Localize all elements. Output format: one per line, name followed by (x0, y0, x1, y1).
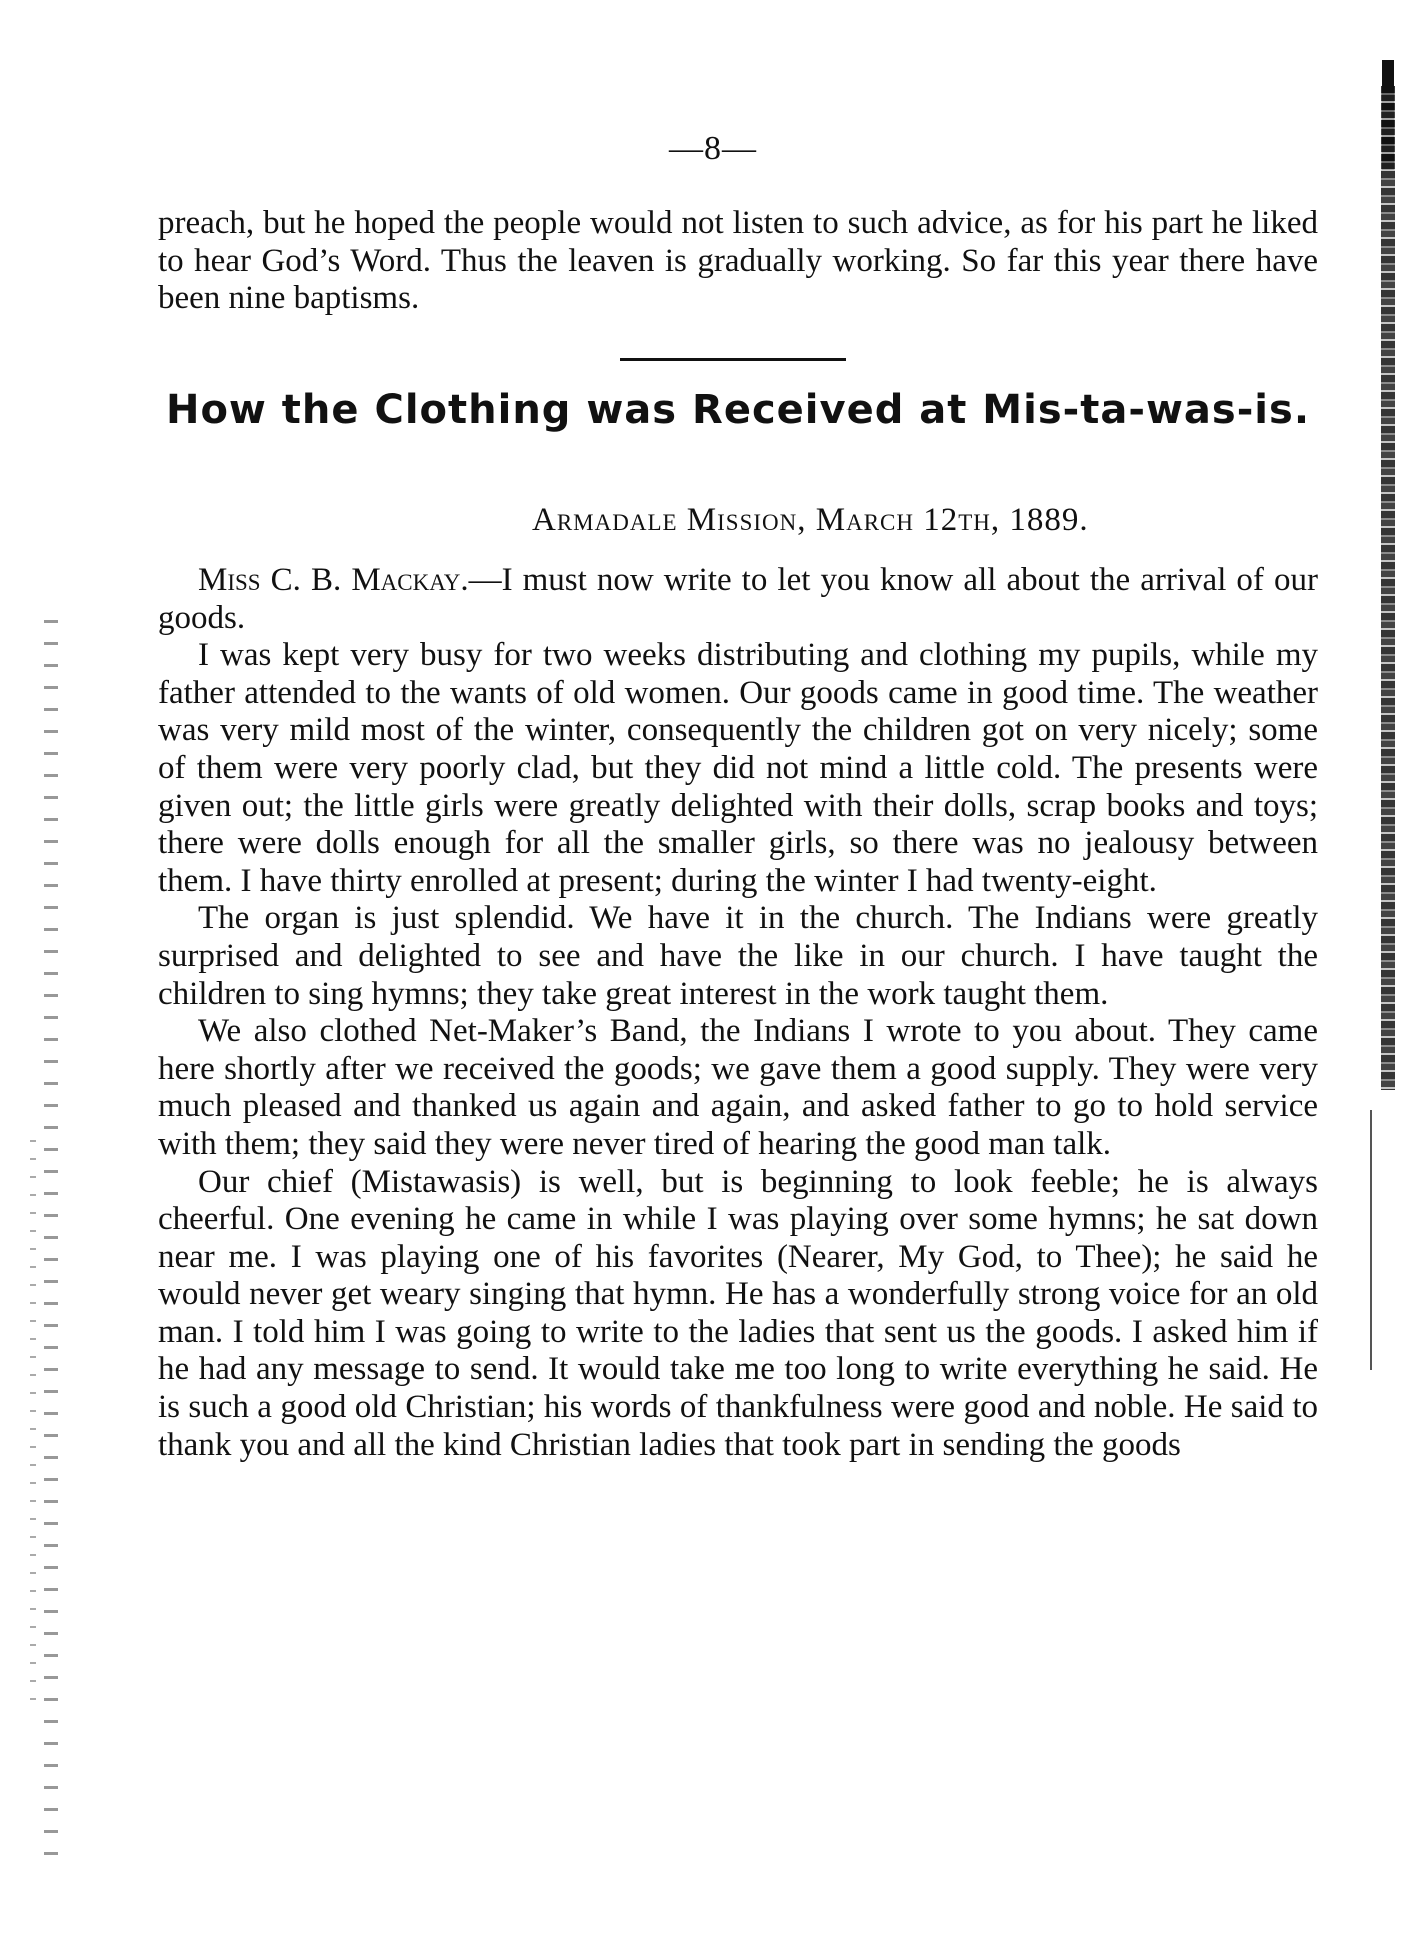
article-body (158, 562, 1318, 1464)
scan-artifact-line-right (1370, 1110, 1372, 1370)
intro-paragraph: preach, but he hoped the people would not listen to such advice, as for his part he liked to hear God’s Word. Thus the leaven is gradually working. So far this year there have been nine baptisms. (158, 205, 1318, 317)
scan-artifact-dots-left-inner (30, 1140, 36, 1700)
page-number: —8— (669, 130, 757, 167)
scan-artifact-dots-left (44, 620, 58, 1870)
paragraph-text: —I must now write to let you know all about the arrival of our goods. (158, 562, 1318, 636)
article-paragraph-4: We also clothed Net-Maker’s Band, the Indians I wrote to you about. They came here shortly after we received the goods; we gave them a good supply. They were very much pleased and thanked us again and again, and asked father to go to hold service with them; they said they were never tired of hearing the good man talk. (158, 1013, 1318, 1162)
article-paragraph-3: The organ is just splendid. We have it in the church. The Indians were greatly surprised and delighted to see and have the like in our church. I have taught the children to sing hymns; they take great interest in the work taught them. (158, 900, 1318, 1012)
article-paragraph-5: Our chief (Mistawasis) is well, but is beginning to look feeble; he is always cheerful. One evening he came in while I was playing over some hymns; he sat down near me. I was playing one of his favorites (Nearer, My God, to Thee); he said he would never get weary singing that hymn. He has a wonderfully strong voice for an old man. I told him I was going to write to the ladies that sent us the goods. I asked him if he had any message to send. It would take me too long to write everything he said. He is such a good old Christian; his words of thankfulness were good and noble. He said to thank you and all the kind Christian ladies that took part in sending the goods (158, 1163, 1318, 1463)
salutation: Miss C. B. Mackay. (198, 562, 469, 598)
intro-paragraph-block (158, 205, 1318, 318)
article-paragraph-2: I was kept very busy for two weeks distributing and clothing my pupils, while my father attended to the wants of old women. Our goods came in good time. The weather was very mild most of the winter, consequently the children got on very nicely; some of them were very poorly clad, but they did not mind a little cold. The presents were given out; the little girls were greatly delighted with their dolls, scrap books and toys; there were dolls enough for all the smaller girls, so there was no jealousy between them. I have thirty enrolled at present; during the winter I had twenty-eight. (158, 637, 1318, 899)
article-dateline: Armadale Mission, March 12th, 1889. (532, 502, 1089, 538)
article-title: How the Clothing was Received at Mis-ta-was-is. (165, 387, 1311, 433)
article-paragraph-1 (158, 562, 1318, 637)
section-divider (620, 358, 846, 361)
scan-artifact-bar-right (1381, 86, 1395, 1090)
